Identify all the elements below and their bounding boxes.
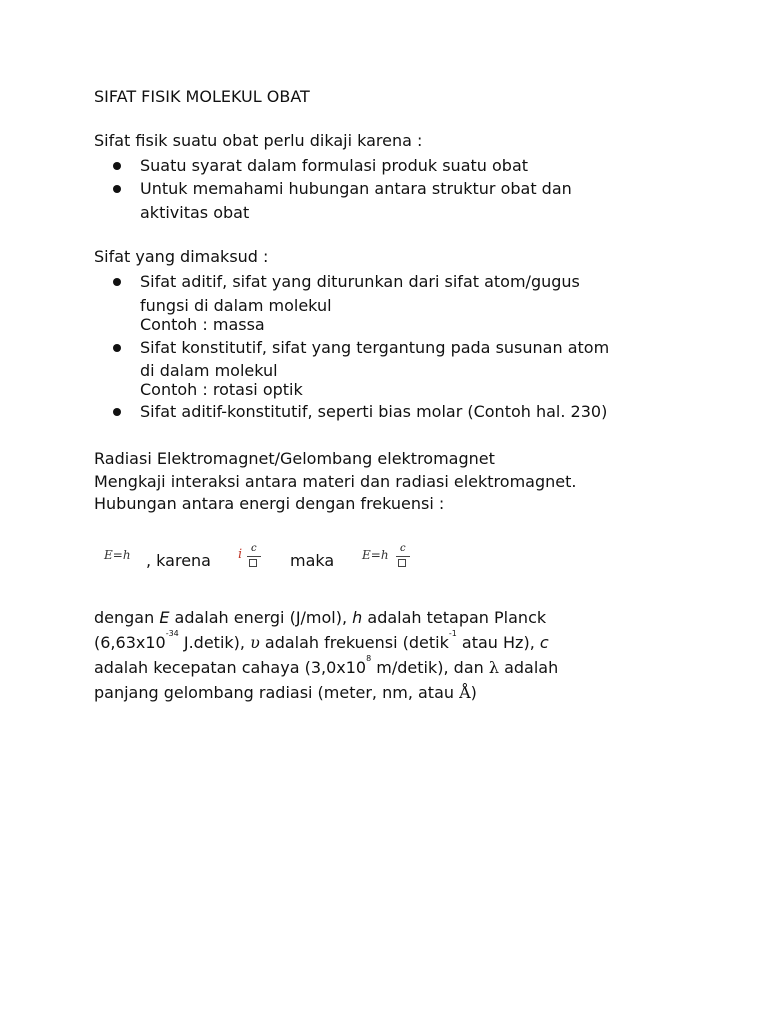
variable-h: h (352, 608, 363, 627)
variable-nu: υ (250, 633, 260, 652)
fraction-bar (247, 556, 261, 557)
bullet-icon (113, 162, 121, 170)
formula-fraction-numerator-2: c (400, 543, 406, 554)
explanation-line-3 (94, 653, 559, 678)
bullet-icon (113, 344, 121, 352)
aditif-line-1: Sifat aditif, sifat yang diturunkan dari sifat atom/gugus (140, 272, 580, 291)
explanation-text: (6,63x10 (94, 633, 166, 652)
aditif-konstitutif-line: Sifat aditif-konstitutif, seperti bias molar (Contoh hal. 230) (140, 402, 608, 421)
formula-fraction-1 (247, 544, 263, 572)
formula-maka: maka (290, 551, 335, 570)
explanation-text: atau Hz), (456, 633, 540, 652)
explanation-line-2 (94, 628, 549, 653)
konstitutif-line-1: Sifat konstitutif, sifat yang tergantung pada susunan atom (140, 338, 610, 357)
bullet-icon (113, 278, 121, 286)
explanation-text: ) (470, 683, 477, 702)
explanation-line-4 (94, 683, 477, 703)
fraction-bar (396, 556, 410, 557)
bullet-icon (113, 408, 121, 416)
exponent: -1 (448, 628, 457, 638)
explanation-text: m/detik), dan (371, 658, 489, 677)
section3-line-1: Mengkaji interaksi antara materi dan radiasi elektromagnet. (94, 472, 577, 491)
explanation-text: adalah kecepatan cahaya (3,0x10 (94, 658, 367, 677)
variable-e: E (159, 608, 170, 627)
aditif-example: Contoh : massa (140, 315, 265, 334)
section2-intro: Sifat yang dimaksud : (94, 247, 269, 266)
exponent: -34 (165, 628, 179, 638)
section3-line-2: Hubungan antara energi dengan frekuensi : (94, 494, 445, 513)
missing-glyph-box (249, 559, 257, 567)
section1-bullet-2: Untuk memahami hubungan antara struktur obat dan (140, 179, 572, 198)
explanation-line-1 (94, 608, 546, 628)
formula-e-equals-h: E=h (104, 548, 131, 562)
variable-c: c (539, 633, 549, 652)
explanation-text: adalah energi (J/mol), (169, 608, 353, 627)
explanation-text: adalah frekuensi (detik (259, 633, 449, 652)
formula-fraction-numerator: c (251, 543, 257, 554)
aditif-line-2: fungsi di dalam molekul (140, 296, 332, 315)
angstrom-symbol: Å (459, 683, 471, 702)
formula-e-equals-h-2: E=h (362, 548, 389, 562)
explanation-text: adalah tetapan Planck (362, 608, 547, 627)
explanation-text: dengan (94, 608, 160, 627)
explanation-text: J.detik), (178, 633, 251, 652)
exponent: 8 (366, 653, 372, 663)
section1-intro: Sifat fisik suatu obat perlu dikaji karena : (94, 131, 423, 150)
section1-bullet-1: Suatu syarat dalam formulasi produk suatu obat (140, 156, 529, 175)
konstitutif-line-2: di dalam molekul (140, 361, 278, 380)
variable-lambda: λ (488, 658, 499, 677)
formula-i-symbol: i (238, 547, 243, 562)
explanation-text: adalah (499, 658, 559, 677)
konstitutif-example: Contoh : rotasi optik (140, 380, 303, 399)
bullet-icon (113, 185, 121, 193)
section3-heading: Radiasi Elektromagnet/Gelombang elektromagnet (94, 449, 495, 468)
missing-glyph-box (398, 559, 406, 567)
explanation-text: panjang gelombang radiasi (meter, nm, atau (94, 683, 460, 702)
section1-bullet-2-continued: aktivitas obat (140, 203, 250, 222)
formula-karena: , karena (146, 551, 211, 570)
formula-fraction-2 (396, 544, 412, 572)
document-title: SIFAT FISIK MOLEKUL OBAT (94, 87, 310, 106)
